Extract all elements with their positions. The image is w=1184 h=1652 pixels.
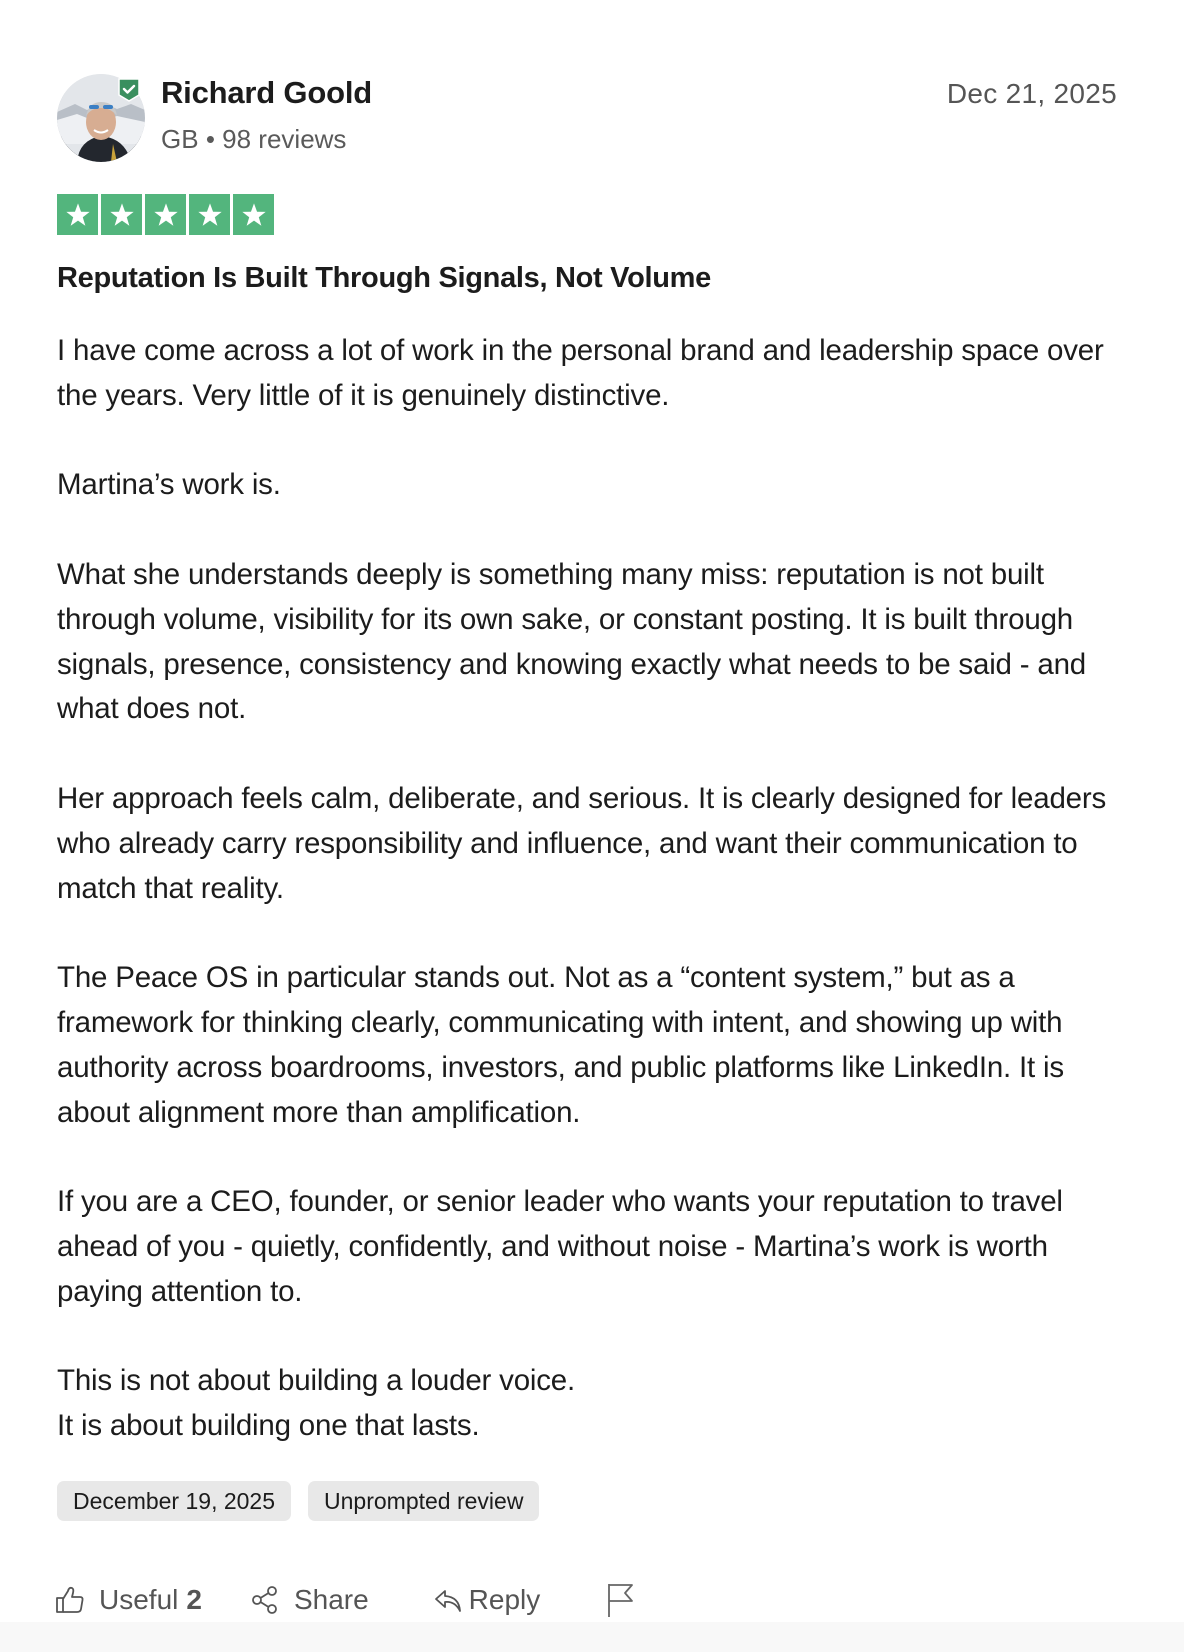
reviewer-country: GB: [161, 124, 199, 154]
reviewer-meta: [161, 122, 372, 156]
reviewer-avatar[interactable]: [57, 74, 145, 162]
reviewer-info: [161, 74, 372, 156]
reply-button[interactable]: [433, 1584, 541, 1616]
share-icon: [250, 1585, 280, 1615]
star-rating: [57, 194, 274, 235]
closing-line: It is about building one that lasts.: [57, 1409, 480, 1443]
review-actions: [55, 1578, 636, 1622]
reply-icon: [433, 1585, 463, 1615]
share-button[interactable]: [250, 1584, 369, 1616]
review-paragraph: The Peace OS in particular stands out. Not as a “content system,” but as a framework for thinking clearly, communicating with intent, and showing up with authority across boardrooms, investors, and public platforms like LinkedIn. It is about alignment more than amplification.: [57, 961, 1064, 1129]
review-tags: [57, 1481, 539, 1521]
useful-button[interactable]: [55, 1584, 202, 1616]
star-icon: [101, 194, 142, 235]
star-icon: [233, 194, 274, 235]
closing-line: This is not about building a louder voice.: [57, 1364, 576, 1398]
reviewer-name[interactable]: Richard Goold: [161, 75, 372, 110]
useful-label: Useful: [99, 1584, 179, 1615]
page-footer-strip: [0, 1622, 1184, 1652]
reviewer-review-count: 98 reviews: [222, 124, 347, 154]
star-icon: [57, 194, 98, 235]
reply-label: Reply: [468, 1584, 541, 1615]
thumbs-up-icon: [55, 1585, 85, 1615]
meta-separator: •: [205, 124, 215, 154]
review-header: [57, 74, 1117, 164]
review-paragraph: If you are a CEO, founder, or senior leader who wants your reputation to travel ahead of you - quietly, confidently, and without noise - Martina’s work is worth paying attention to.: [57, 1185, 1063, 1308]
review-paragraph: Martina’s work is.: [57, 468, 281, 502]
date-of-experience-tag: December 19, 2025: [57, 1481, 291, 1521]
useful-count: 2: [186, 1584, 202, 1615]
report-button[interactable]: [606, 1582, 636, 1618]
share-label: Share: [293, 1584, 369, 1615]
review-body: [57, 329, 1137, 1449]
star-icon: [145, 194, 186, 235]
review-paragraph-closing: [57, 1359, 1137, 1449]
review-title[interactable]: Reputation Is Built Through Signals, Not Volume: [57, 262, 711, 294]
unprompted-review-tag[interactable]: Unprompted review: [308, 1481, 539, 1521]
review-paragraph: What she understands deeply is something many miss: reputation is not built through volume, visibility for its own sake, or constant posting. It is built through signals, presence, consistency and knowing exactly what needs to be said - and what does not.: [57, 557, 1086, 726]
review-paragraph: I have come across a lot of work in the personal brand and leadership space over the years. Very little of it is genuinely distinctive.: [57, 334, 1104, 412]
verified-badge-icon: [118, 78, 140, 102]
flag-icon: [606, 1582, 636, 1618]
review-posted-date: Dec 21, 2025: [946, 78, 1117, 109]
star-icon: [189, 194, 230, 235]
review-paragraph: Her approach feels calm, deliberate, and serious. It is clearly designed for leaders who already carry responsibility and influence, and want their communication to match that reality.: [57, 781, 1107, 905]
